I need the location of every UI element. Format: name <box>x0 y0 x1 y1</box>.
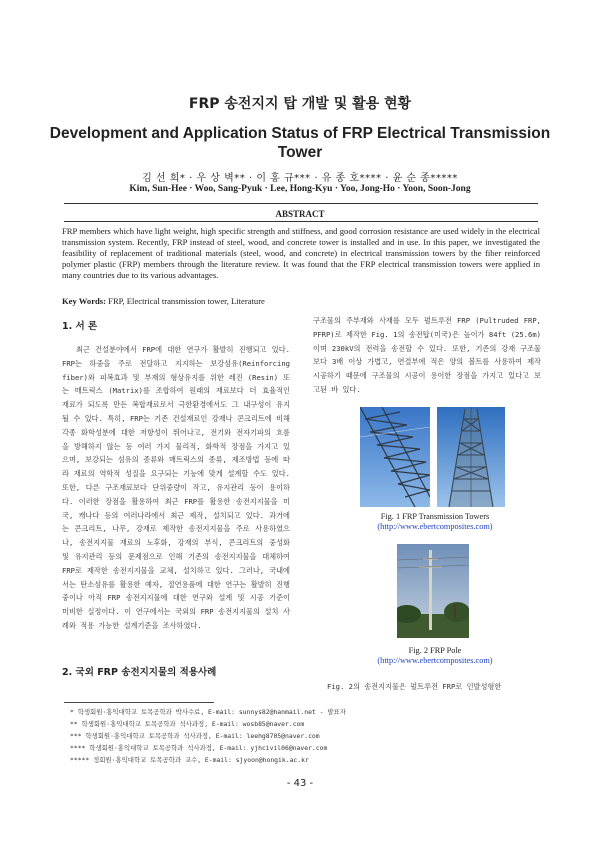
fig1-caption <box>340 512 530 532</box>
right-column-bottom-text: Fig. 2의 송전지지물은 펄트루전 FRP로 인발성형한 <box>327 682 502 691</box>
fig2-caption-title: Fig. 2 FRP Pole <box>408 646 462 655</box>
title-english: Development and Application Status of FRP Electrical Transmission Tower <box>49 125 551 161</box>
abstract-top-rule <box>64 203 538 204</box>
abstract-text: FRP members which have light weight, high specific strength and stiffness, and good corrosion resistance are used widely in the electrical transmission system. Recently, FRP instead of steel, wood, and concrete tower is installed and in use. In this paper, we investigated the feasibility of replacement of traditional materials (steel, wood, and concrete) in electrical transmission towers by the fiber reinforced polymer plastic (FRP) members through the literature review. It was found that the FRP electrical transmission towers were applied in many countries due to its various advantages. <box>62 226 540 280</box>
title-korean: FRP 송전지지 탑 개발 및 활용 현황 <box>188 96 412 112</box>
footnote-1: * 학생회원·홍익대학교 토목공학과 박사수료, E-mail: sunnys82@hanmail.net - 발표자 <box>70 708 346 716</box>
abstract-heading-rule <box>64 221 538 222</box>
footnotes <box>70 706 540 766</box>
footnote-4: **** 학생회원·홍익대학교 토목공학과 석사과정, E-mail: yjhcivil06@naver.com <box>70 744 328 752</box>
section-1-paragraph: 최근 건설분야에서 FRP에 대한 연구가 활발히 진행되고 있다. FRP는 하중을 주로 전달하고 지지하는 보강섬유(Reinforcing fiber)와 피복효과 및 부재의 형상유지를 위한 레진 (Resin) 또는 매트릭스 (Matrix)를 조합하여 원래의 재료보다 더 효율적인 재료가 되도록 만든 복합재료로서 극한환경에서도 그 내구성이 유지될 수 있다. 특히, FRP는 기존 건설재료인 강재나 콘크리트에 비해 각종 화학성분에 대한 저항성이 뛰어나고, 전기와 전자기파의 흐름을 방해하지 않는 등 여러 가지 물리적, 화학적 장점을 가지고 있으며, 보강되는 섬유의 종류와 매트릭스의 종류, 제조방법 등에 따라 재료의 역학적 성질을 요구되는 기능에 맞게 설계할 수도 있다. 또한, 다른 구조재료보다 단위중량이 작고, 유지관리 등이 용이하다. 이러한 장점을 활용하여 최근 FRP를 활용한 송전지지물을 미국, 캐나다 등의 여러나라에서 최근 제작, 설치되고 있다. 과거에는 콘크리트, 나무, 강재로 제작한 송전지지물을 주로 사용하였으나, 송전지지물 재료의 노후화, 강재의 부식, 콘크리트의 중성화 및 유지관리 등의 문제점으로 인해 기존의 송전지지물을 대체하여 FRP로 제작한 송전지지물을 교체, 설치하고 있다. 그러나, 국내에서는 탄소섬유를 활용한 예자, 절연용품에 대한 연구는 활발히 진행 중이나 아직 FRP 송전지지물에 대한 연구와 설계 및 시공 기준이 미비한 실정이다. 이 연구에서는 국외의 FRP 송전지지물의 설치 사례와 적용 가능한 설계기준을 조사하였다. <box>62 345 290 630</box>
footnote-5: ***** 정회원·홍익대학교 토목공학과 교수, E-mail: sjyoon@hongik.ac.kr <box>70 756 309 764</box>
section-2-heading: 2. 국외 FRP 송전지지물의 적용사례 <box>62 667 217 678</box>
authors-english: Kim, Sun-Hee · Woo, Sang-Pyuk · Lee, Hong-Kyu · Yoo, Jong-Ho · Yoon, Soon-Jong <box>129 184 471 194</box>
fig1-tower-photo-right <box>437 407 505 507</box>
fig1-caption-source: (http://www.ebertcomposites.com) <box>377 522 493 531</box>
right-column-paragraph: 구조물의 주부재와 사재를 모두 펄트루전 FRP (Pultruded FRP, PFRP)로 제작한 Fig. 1의 송전탑(미국)은 높이가 84ft (25.6m)이며 230kV의 전력을 송전할 수 있다. 또한, 기존의 강재 구조물보다 3배 이상 가볍고, 연결부에 적은 양의 볼트를 사용하여 제작 시공하기 때문에 구조물의 시공이 용이한 장점을 가지고 있다고 보고된 바 있다. <box>313 316 541 394</box>
section-1-body <box>62 343 290 633</box>
footnote-rule <box>64 702 214 703</box>
keywords-label: Key Words: <box>62 296 107 306</box>
fig1-caption-title: Fig. 1 FRP Transmission Towers <box>380 512 490 521</box>
fig2-caption-source: (http://www.ebertcomposites.com) <box>377 656 493 665</box>
abstract-heading: ABSTRACT <box>275 209 325 219</box>
keywords <box>62 296 540 306</box>
authors-korean: 김 선 희* · 우 상 벽** · 이 홍 규*** · 유 종 호**** · 윤 순 종***** <box>142 173 458 184</box>
footnote-2: ** 학생회원·홍익대학교 토목공학과 석사과정, E-mail: wosb85@naver.com <box>70 720 305 728</box>
fig1-tower-photo-left <box>360 407 430 507</box>
fig2-pole-photo <box>397 544 469 638</box>
section-1-heading: 1. 서 론 <box>62 321 98 332</box>
keywords-text: FRP, Electrical transmission tower, Literature <box>108 296 265 306</box>
footnote-3: *** 학생회원·홍익대학교 토목공학과 석사과정, E-mail: leehg8705@naver.com <box>70 732 320 740</box>
page-number: - 43 - <box>286 778 314 789</box>
fig2-caption <box>340 646 530 666</box>
